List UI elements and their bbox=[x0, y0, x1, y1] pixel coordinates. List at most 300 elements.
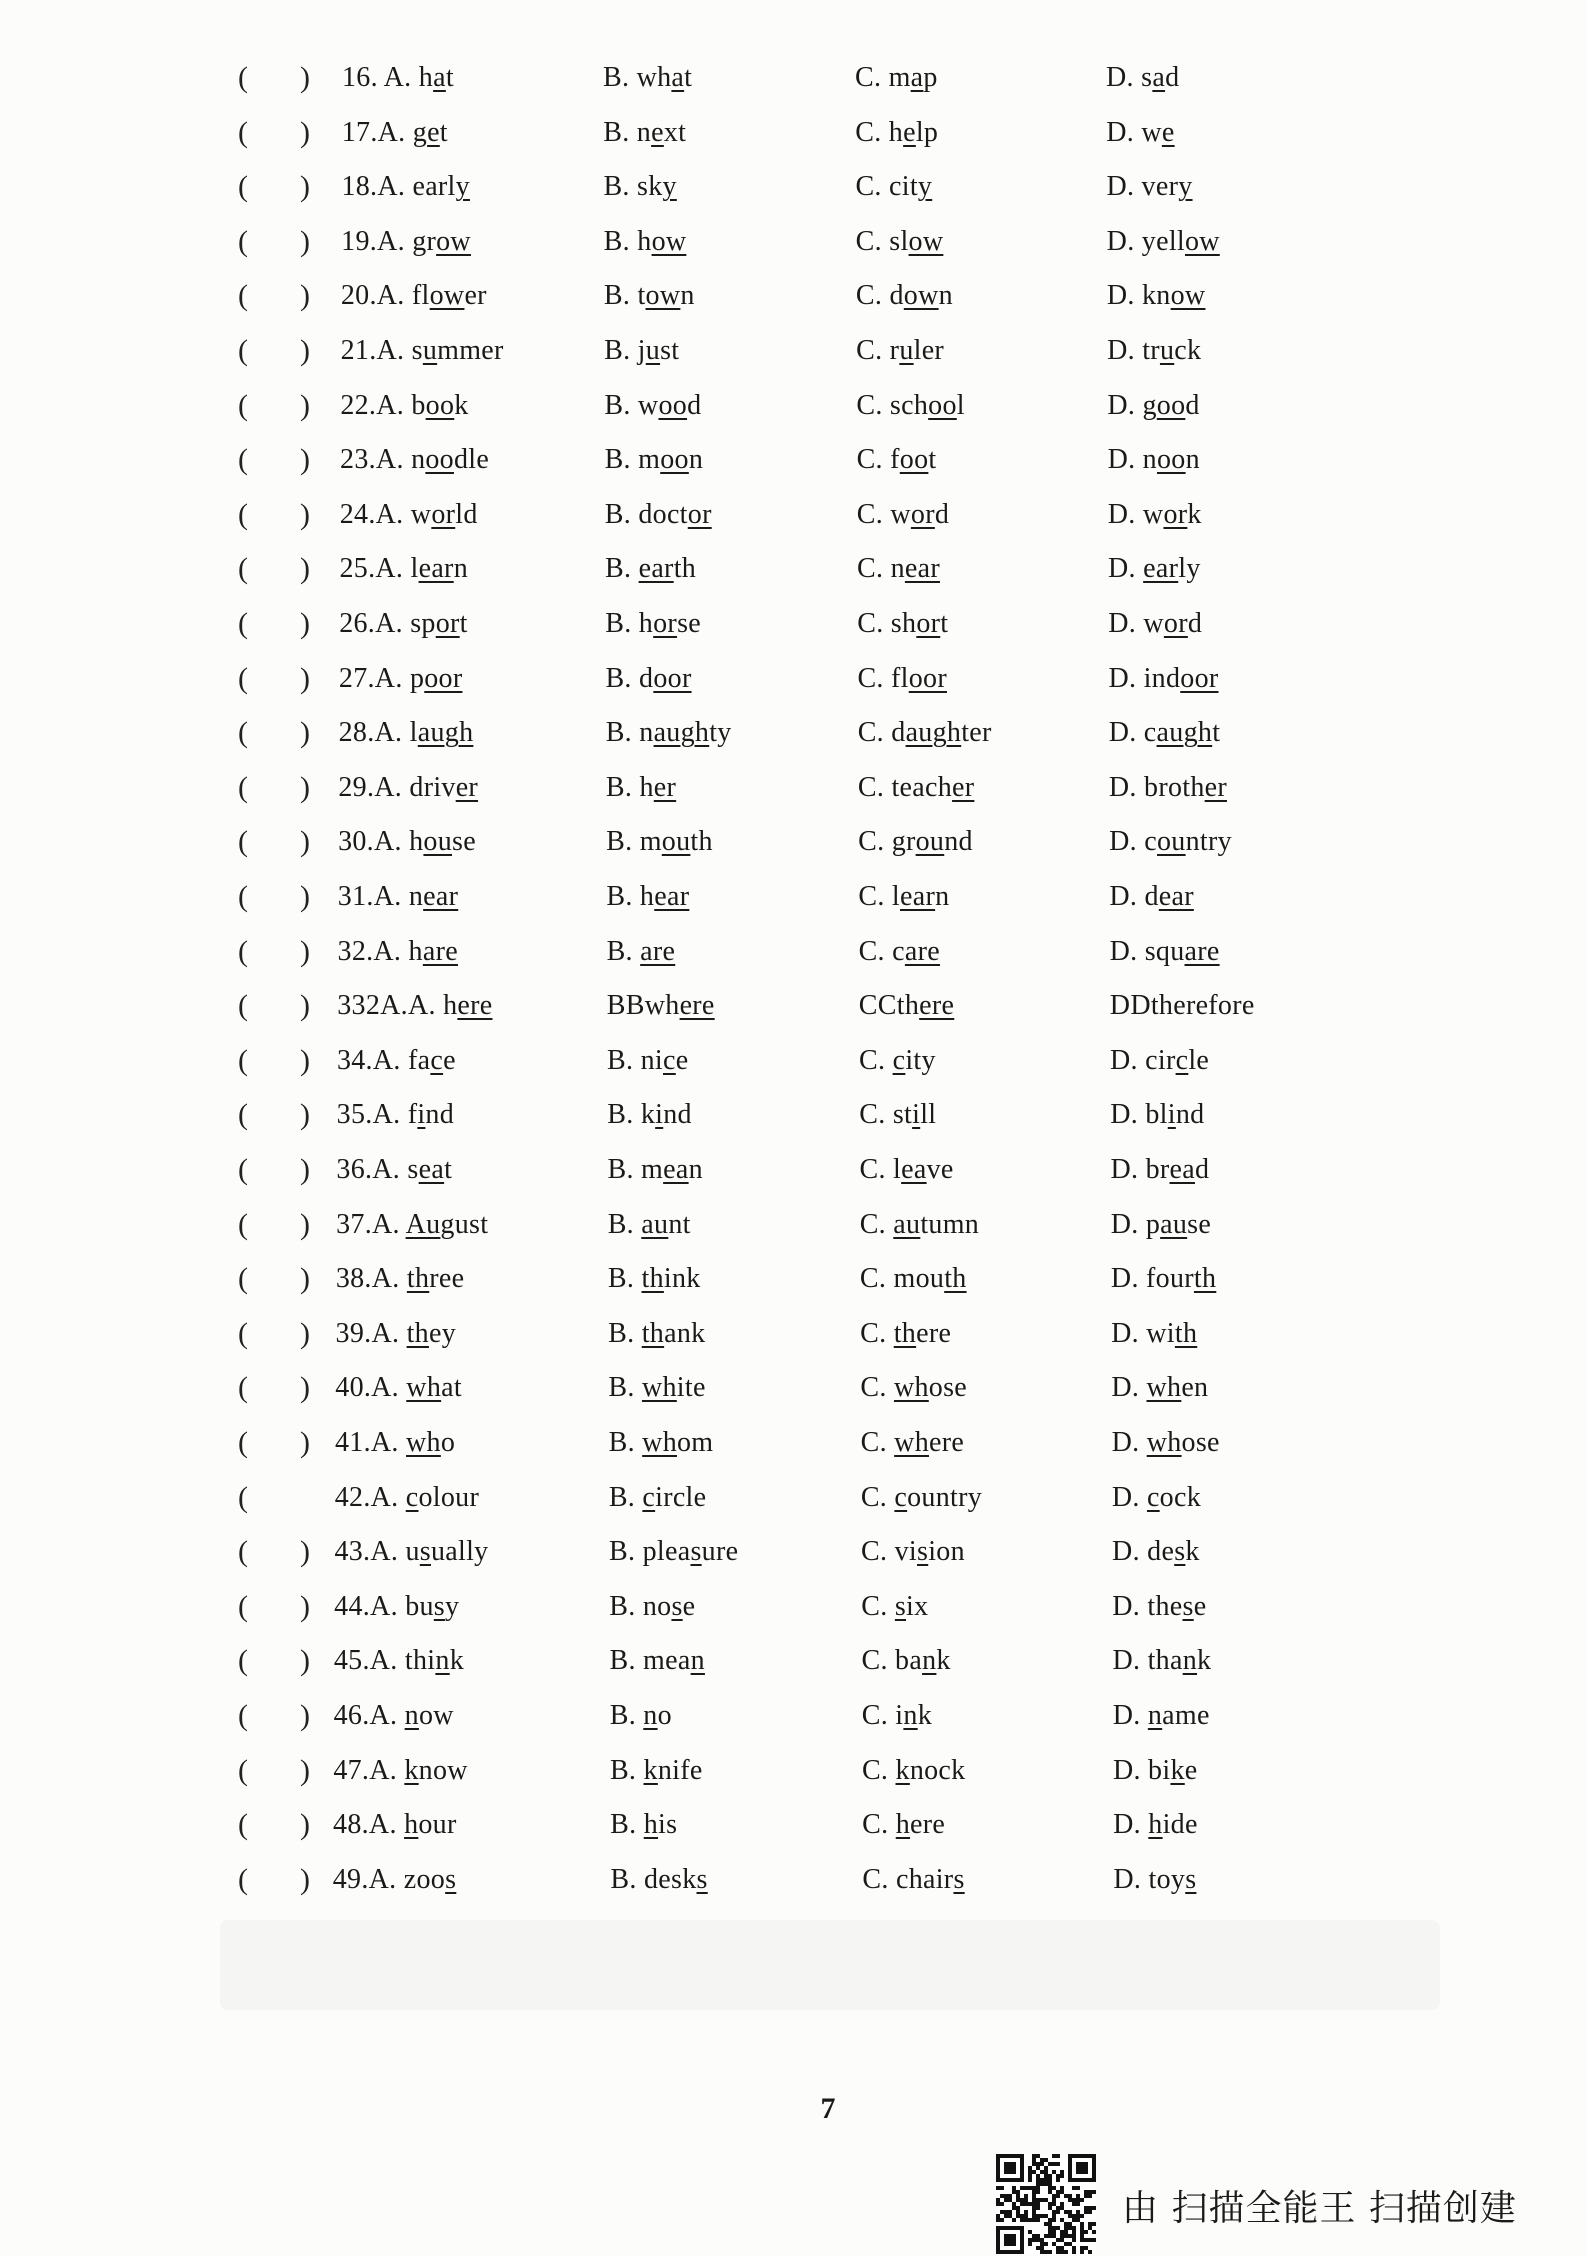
option-d-word: D. whose bbox=[1111, 1427, 1220, 1458]
question-number: 35.A. bbox=[336, 1099, 408, 1131]
option-c-word: C. foot bbox=[856, 444, 937, 476]
option-d bbox=[1107, 276, 1206, 316]
option-a-word: book bbox=[411, 389, 469, 421]
option-d bbox=[1113, 1751, 1198, 1791]
bracket-close: ) bbox=[300, 1862, 310, 1896]
option-c bbox=[859, 1041, 936, 1081]
option-a-word: hat bbox=[418, 62, 454, 93]
option-a bbox=[337, 1095, 454, 1135]
option-c-word: C. city bbox=[859, 1044, 936, 1076]
option-b bbox=[609, 1641, 704, 1681]
option-d-word: DDtherefore bbox=[1109, 990, 1255, 1022]
question-number: 49.A. bbox=[332, 1863, 404, 1895]
bracket-open: ( bbox=[238, 770, 248, 804]
bracket-close: ) bbox=[300, 934, 310, 968]
option-c bbox=[860, 1314, 951, 1354]
bracket-open: ( bbox=[238, 716, 248, 750]
bracket-open: ( bbox=[238, 552, 248, 586]
bracket-open: ( bbox=[238, 1535, 248, 1569]
option-d-word: D. fourth bbox=[1110, 1263, 1217, 1295]
underlined-letters: ea bbox=[663, 1154, 689, 1185]
option-b bbox=[609, 1478, 707, 1518]
option-d-word: D. cock bbox=[1111, 1481, 1201, 1513]
underlined-letters: ow bbox=[908, 225, 944, 257]
option-a-word: flower bbox=[411, 280, 487, 312]
option-d-word: D. know bbox=[1106, 280, 1206, 312]
option-c-word: C. teacher bbox=[857, 771, 975, 803]
underlined-letters: n bbox=[643, 1700, 658, 1731]
question-number: 43.A. bbox=[334, 1536, 406, 1568]
bracket-close: ) bbox=[300, 170, 310, 204]
option-a-word: house bbox=[409, 826, 476, 858]
option-c bbox=[860, 1205, 979, 1245]
underlined-letters: a bbox=[910, 62, 924, 93]
option-d bbox=[1110, 932, 1220, 972]
option-a-word: poor bbox=[409, 662, 463, 694]
underlined-letters: a bbox=[433, 62, 446, 93]
option-d bbox=[1107, 222, 1220, 262]
bracket-close: ) bbox=[300, 224, 310, 258]
option-d-word: D. indoor bbox=[1108, 662, 1219, 694]
underlined-letters: oo bbox=[1156, 389, 1186, 421]
option-b bbox=[605, 495, 712, 535]
option-c-word: C. where bbox=[860, 1427, 965, 1458]
option-a bbox=[341, 276, 487, 316]
option-b bbox=[610, 1751, 703, 1791]
answer-bracket[interactable] bbox=[238, 276, 310, 316]
option-d-word: D. very bbox=[1106, 171, 1193, 203]
underlined-letters: th bbox=[1174, 1317, 1198, 1349]
question-row bbox=[0, 1095, 1586, 1135]
underlined-letters: er bbox=[653, 771, 677, 803]
question-number: 40.A. bbox=[335, 1372, 407, 1404]
option-b bbox=[607, 1041, 688, 1081]
underlined-letters: er bbox=[952, 771, 975, 803]
underlined-letters: s bbox=[917, 1536, 929, 1568]
underlined-letters: y bbox=[917, 171, 933, 203]
option-d bbox=[1112, 1478, 1201, 1518]
answer-bracket[interactable] bbox=[238, 1314, 310, 1354]
underlined-letters: th bbox=[1193, 1263, 1217, 1295]
underlined-letters: Au bbox=[405, 1208, 441, 1240]
option-b bbox=[605, 440, 704, 480]
bracket-close: ) bbox=[300, 61, 310, 94]
option-c bbox=[862, 1696, 932, 1736]
bracket-close: ) bbox=[300, 1098, 310, 1132]
question-row bbox=[0, 1368, 1586, 1408]
option-b-word: B. mean bbox=[607, 1154, 703, 1185]
option-d-word: D. work bbox=[1107, 498, 1202, 530]
option-c-word: C. bank bbox=[861, 1645, 951, 1677]
option-b bbox=[604, 276, 695, 316]
answer-bracket[interactable] bbox=[238, 1368, 310, 1408]
option-c bbox=[861, 1423, 965, 1463]
option-a-word: colour bbox=[405, 1481, 480, 1513]
answer-bracket[interactable] bbox=[238, 1150, 310, 1190]
underlined-letters: ea bbox=[418, 1154, 445, 1185]
answer-bracket[interactable] bbox=[238, 1205, 310, 1245]
underlined-letters: c bbox=[430, 1044, 444, 1076]
question-row bbox=[0, 1423, 1586, 1463]
option-c bbox=[859, 932, 940, 972]
bracket-open: ( bbox=[238, 1480, 248, 1514]
underlined-letters: c bbox=[892, 1044, 906, 1076]
option-d-word: D. yellow bbox=[1106, 225, 1220, 257]
option-c-word: C. chairs bbox=[862, 1863, 965, 1895]
option-a bbox=[341, 167, 470, 207]
option-c bbox=[857, 440, 937, 480]
answer-bracket[interactable] bbox=[238, 1641, 310, 1681]
option-c bbox=[861, 1532, 965, 1572]
underlined-letters: ere bbox=[457, 990, 493, 1022]
option-c bbox=[860, 1259, 967, 1299]
answer-bracket[interactable] bbox=[238, 768, 310, 808]
question-number: 45.A. bbox=[333, 1645, 405, 1677]
question-number: 17.A. bbox=[341, 116, 413, 148]
underlined-letters: th bbox=[944, 1263, 967, 1295]
option-d bbox=[1111, 1368, 1208, 1408]
underlined-letters: a bbox=[671, 62, 685, 93]
option-a bbox=[335, 1478, 479, 1518]
option-a bbox=[342, 58, 454, 98]
bracket-close: ) bbox=[300, 388, 310, 422]
answer-bracket[interactable] bbox=[238, 495, 310, 535]
option-a-word: busy bbox=[405, 1590, 460, 1622]
bracket-open: ( bbox=[238, 1426, 248, 1459]
answer-bracket[interactable] bbox=[238, 604, 310, 644]
answer-bracket[interactable] bbox=[238, 58, 310, 98]
question-number: 31.A. bbox=[337, 881, 409, 912]
answer-bracket[interactable] bbox=[238, 1041, 310, 1081]
question-row bbox=[0, 822, 1586, 862]
option-c-word: C. floor bbox=[857, 662, 947, 694]
option-d bbox=[1112, 1587, 1206, 1627]
option-a-word: hare bbox=[408, 935, 458, 967]
underlined-letters: oo bbox=[660, 444, 689, 476]
question-row bbox=[0, 222, 1586, 262]
option-d-word: D. square bbox=[1109, 935, 1220, 967]
option-a bbox=[340, 495, 478, 535]
answer-bracket[interactable] bbox=[238, 549, 310, 589]
underlined-letters: k bbox=[1170, 1754, 1185, 1786]
underlined-letters: ow bbox=[651, 225, 687, 257]
underlined-letters: ow bbox=[903, 280, 939, 312]
option-b-word: B. doctor bbox=[604, 498, 712, 530]
bracket-open: ( bbox=[238, 880, 248, 913]
question-number: 16. A. bbox=[342, 62, 419, 93]
underlined-letters: h bbox=[895, 1809, 911, 1841]
bracket-open: ( bbox=[238, 934, 248, 968]
underlined-letters: n bbox=[690, 1645, 705, 1677]
bracket-open: ( bbox=[238, 115, 248, 149]
option-d-word: D. blind bbox=[1110, 1099, 1205, 1131]
underlined-letters: c bbox=[405, 1481, 419, 1513]
bracket-close: ) bbox=[300, 1753, 310, 1787]
bracket-close: ) bbox=[300, 716, 310, 750]
question-number: 39.A. bbox=[335, 1317, 407, 1349]
answer-bracket[interactable] bbox=[238, 1860, 310, 1900]
option-c bbox=[859, 986, 954, 1026]
answer-bracket[interactable] bbox=[238, 877, 310, 917]
option-b-word: B. think bbox=[607, 1263, 701, 1295]
option-d bbox=[1112, 1423, 1220, 1463]
option-c-word: CCthere bbox=[858, 990, 955, 1022]
underlined-letters: n bbox=[922, 1645, 937, 1677]
question-row bbox=[0, 1641, 1586, 1681]
bracket-close: ) bbox=[300, 770, 310, 804]
underlined-letters: oo bbox=[1156, 444, 1186, 476]
underlined-letters: h bbox=[404, 1809, 419, 1841]
option-b bbox=[606, 768, 676, 808]
option-b bbox=[607, 986, 715, 1026]
question-row bbox=[0, 331, 1586, 371]
answer-bracket[interactable] bbox=[238, 1587, 310, 1627]
underlined-letters: k bbox=[643, 1754, 658, 1786]
option-d bbox=[1110, 1041, 1209, 1081]
underlined-letters: or bbox=[435, 608, 460, 639]
bracket-close: ) bbox=[300, 1808, 310, 1842]
option-c bbox=[862, 1805, 945, 1845]
underlined-letters: e bbox=[651, 116, 664, 148]
option-c bbox=[858, 768, 975, 808]
underlined-letters: y bbox=[455, 171, 470, 203]
option-b-word: B. just bbox=[604, 335, 680, 366]
underlined-letters: th bbox=[893, 1317, 917, 1349]
bracket-open: ( bbox=[238, 989, 248, 1023]
bracket-open: ( bbox=[238, 279, 248, 313]
answer-bracket[interactable] bbox=[238, 659, 310, 699]
option-a-word: here bbox=[443, 990, 493, 1022]
answer-bracket[interactable] bbox=[238, 113, 310, 153]
underlined-letters: or bbox=[687, 498, 712, 530]
option-b bbox=[603, 58, 692, 98]
underlined-letters: oo bbox=[425, 444, 454, 476]
underlined-letters: c bbox=[894, 1481, 908, 1513]
scan-shadow bbox=[220, 1920, 1440, 2010]
underlined-letters: ow bbox=[645, 280, 681, 312]
underlined-letters: or bbox=[1163, 608, 1188, 639]
bracket-open: ( bbox=[238, 170, 248, 204]
bracket-close: ) bbox=[300, 1535, 310, 1569]
answer-bracket[interactable] bbox=[238, 1751, 310, 1791]
bracket-open: ( bbox=[238, 443, 248, 477]
option-a bbox=[334, 1532, 488, 1572]
answer-bracket[interactable] bbox=[238, 1423, 310, 1463]
option-d-word: D. sad bbox=[1106, 62, 1180, 93]
bracket-open: ( bbox=[238, 1098, 248, 1132]
option-b bbox=[604, 331, 679, 371]
answer-bracket[interactable] bbox=[238, 822, 310, 862]
option-d bbox=[1109, 713, 1221, 753]
question-row bbox=[0, 877, 1586, 917]
underlined-letters: s bbox=[953, 1863, 965, 1895]
question-row bbox=[0, 386, 1586, 426]
underlined-letters: are bbox=[904, 935, 940, 967]
underlined-letters: s bbox=[419, 1536, 431, 1568]
question-number: 19.A. bbox=[341, 225, 413, 257]
underlined-letters: augh bbox=[653, 717, 710, 749]
option-b bbox=[604, 386, 701, 426]
underlined-letters: wh bbox=[1146, 1372, 1182, 1404]
answer-bracket[interactable] bbox=[238, 986, 310, 1026]
option-b bbox=[610, 1805, 677, 1845]
scanner-footer bbox=[996, 2150, 1586, 2256]
option-c-word: C. map bbox=[855, 62, 938, 93]
question-number: 29.A. bbox=[338, 771, 410, 803]
option-d bbox=[1106, 113, 1174, 153]
option-b-word: B. are bbox=[606, 935, 676, 967]
underlined-letters: e bbox=[1161, 116, 1175, 148]
underlined-letters: ea bbox=[1169, 1154, 1195, 1185]
answer-bracket[interactable] bbox=[238, 1259, 310, 1299]
bracket-open: ( bbox=[238, 607, 248, 640]
option-a-word: what bbox=[406, 1372, 462, 1404]
answer-bracket[interactable] bbox=[238, 1095, 310, 1135]
option-c-word: C. daughter bbox=[857, 717, 992, 749]
question-number: 38.A. bbox=[335, 1263, 407, 1295]
underlined-letters: ow bbox=[1170, 280, 1206, 312]
option-a-word: noodle bbox=[411, 444, 490, 476]
question-number: 18.A. bbox=[341, 171, 413, 203]
option-d bbox=[1108, 495, 1202, 535]
option-a-word: early bbox=[412, 171, 470, 203]
option-b bbox=[607, 1150, 702, 1190]
underlined-letters: h bbox=[1148, 1809, 1163, 1841]
bracket-close: ) bbox=[300, 1316, 310, 1350]
underlined-letters: oo bbox=[899, 444, 929, 476]
option-c bbox=[857, 659, 947, 699]
question-row bbox=[0, 1259, 1586, 1299]
underlined-letters: u bbox=[645, 335, 661, 366]
qr-code-icon bbox=[996, 2154, 1096, 2254]
option-b-word: B. wood bbox=[604, 389, 702, 421]
question-row bbox=[0, 1478, 1586, 1518]
option-b bbox=[603, 113, 686, 153]
answer-bracket[interactable] bbox=[238, 1532, 310, 1572]
option-d-word: D. with bbox=[1111, 1317, 1198, 1349]
answer-bracket[interactable] bbox=[238, 331, 310, 371]
option-c-word: C. help bbox=[855, 116, 939, 148]
underlined-letters: or bbox=[653, 608, 678, 639]
option-b bbox=[605, 604, 701, 644]
option-d bbox=[1106, 58, 1179, 98]
underlined-letters: ear bbox=[1143, 553, 1179, 585]
bracket-open: ( bbox=[238, 661, 248, 695]
option-b bbox=[605, 549, 696, 589]
answer-bracket[interactable] bbox=[238, 713, 310, 753]
question-row bbox=[0, 659, 1586, 699]
option-b-word: B. whom bbox=[608, 1427, 714, 1458]
answer-bracket[interactable] bbox=[238, 222, 310, 262]
underlined-letters: ere bbox=[679, 990, 715, 1022]
underlined-letters: y bbox=[662, 171, 677, 203]
option-c bbox=[858, 822, 973, 862]
bracket-open: ( bbox=[238, 1862, 248, 1896]
bracket-close: ) bbox=[300, 1699, 310, 1732]
question-number: 26.A. bbox=[339, 608, 411, 639]
underlined-letters: wh bbox=[894, 1427, 929, 1458]
option-d-word: D. bike bbox=[1112, 1754, 1198, 1786]
option-d bbox=[1107, 386, 1199, 426]
answer-bracket[interactable] bbox=[238, 1478, 310, 1518]
question-row bbox=[0, 113, 1586, 153]
answer-bracket[interactable] bbox=[238, 440, 310, 480]
underlined-letters: ere bbox=[919, 990, 955, 1022]
option-d bbox=[1112, 1532, 1200, 1572]
option-c-word: C. autumn bbox=[859, 1208, 980, 1240]
option-b-word: B. earth bbox=[605, 553, 697, 585]
underlined-letters: n bbox=[435, 1645, 450, 1677]
underlined-letters: ou bbox=[915, 826, 945, 858]
option-d-word: D. we bbox=[1106, 116, 1175, 148]
option-c-word: C. slow bbox=[855, 225, 944, 257]
answer-bracket[interactable] bbox=[238, 167, 310, 207]
question-number: 21.A. bbox=[340, 335, 412, 366]
option-a bbox=[338, 932, 458, 972]
option-b-word: B. white bbox=[608, 1372, 706, 1404]
option-c-word: C. down bbox=[855, 280, 953, 312]
option-d bbox=[1110, 1150, 1209, 1190]
bracket-open: ( bbox=[238, 1207, 248, 1241]
option-a bbox=[342, 113, 448, 153]
option-a bbox=[339, 604, 468, 644]
option-d-word: D. brother bbox=[1108, 771, 1227, 803]
underlined-letters: n bbox=[1147, 1700, 1163, 1731]
answer-bracket[interactable] bbox=[238, 932, 310, 972]
underlined-letters: er bbox=[455, 771, 479, 803]
option-b-word: B. aunt bbox=[607, 1208, 691, 1240]
bracket-open: ( bbox=[238, 1371, 248, 1405]
bracket-open: ( bbox=[238, 61, 248, 94]
underlined-letters: ear bbox=[423, 881, 459, 912]
underlined-letters: oor bbox=[653, 662, 692, 694]
option-b-word: B. knife bbox=[609, 1754, 703, 1786]
option-d bbox=[1111, 1259, 1216, 1299]
answer-bracket[interactable] bbox=[238, 1696, 310, 1736]
option-b-word: B. sky bbox=[603, 171, 677, 203]
option-c bbox=[861, 1641, 950, 1681]
option-d bbox=[1109, 768, 1227, 808]
question-number: 44.A. bbox=[334, 1590, 406, 1622]
answer-bracket[interactable] bbox=[238, 1805, 310, 1845]
underlined-letters: augh bbox=[905, 717, 962, 749]
option-d-word: D. caught bbox=[1108, 717, 1221, 749]
underlined-letters: or bbox=[916, 608, 941, 639]
bracket-open: ( bbox=[238, 497, 248, 531]
option-a bbox=[341, 222, 471, 262]
option-a-word: summer bbox=[411, 335, 504, 366]
bracket-close: ) bbox=[300, 1589, 310, 1623]
option-b bbox=[607, 1095, 692, 1135]
option-b-word: B. thank bbox=[608, 1317, 706, 1349]
underlined-letters: au bbox=[641, 1208, 669, 1240]
bracket-open: ( bbox=[238, 1644, 248, 1678]
option-c bbox=[858, 877, 949, 917]
option-a-word: who bbox=[406, 1427, 456, 1458]
option-a bbox=[340, 440, 489, 480]
option-a-word: three bbox=[406, 1263, 465, 1295]
answer-bracket[interactable] bbox=[238, 386, 310, 426]
underlined-letters: th bbox=[406, 1317, 429, 1349]
underlined-letters: ou bbox=[423, 826, 453, 858]
option-c bbox=[857, 604, 948, 644]
underlined-letters: ou bbox=[1156, 826, 1186, 858]
underlined-letters: th bbox=[406, 1263, 430, 1295]
option-d bbox=[1112, 1641, 1211, 1681]
underlined-letters: k bbox=[895, 1754, 910, 1786]
question-row bbox=[0, 1150, 1586, 1190]
option-c-word: C. ruler bbox=[856, 335, 945, 366]
